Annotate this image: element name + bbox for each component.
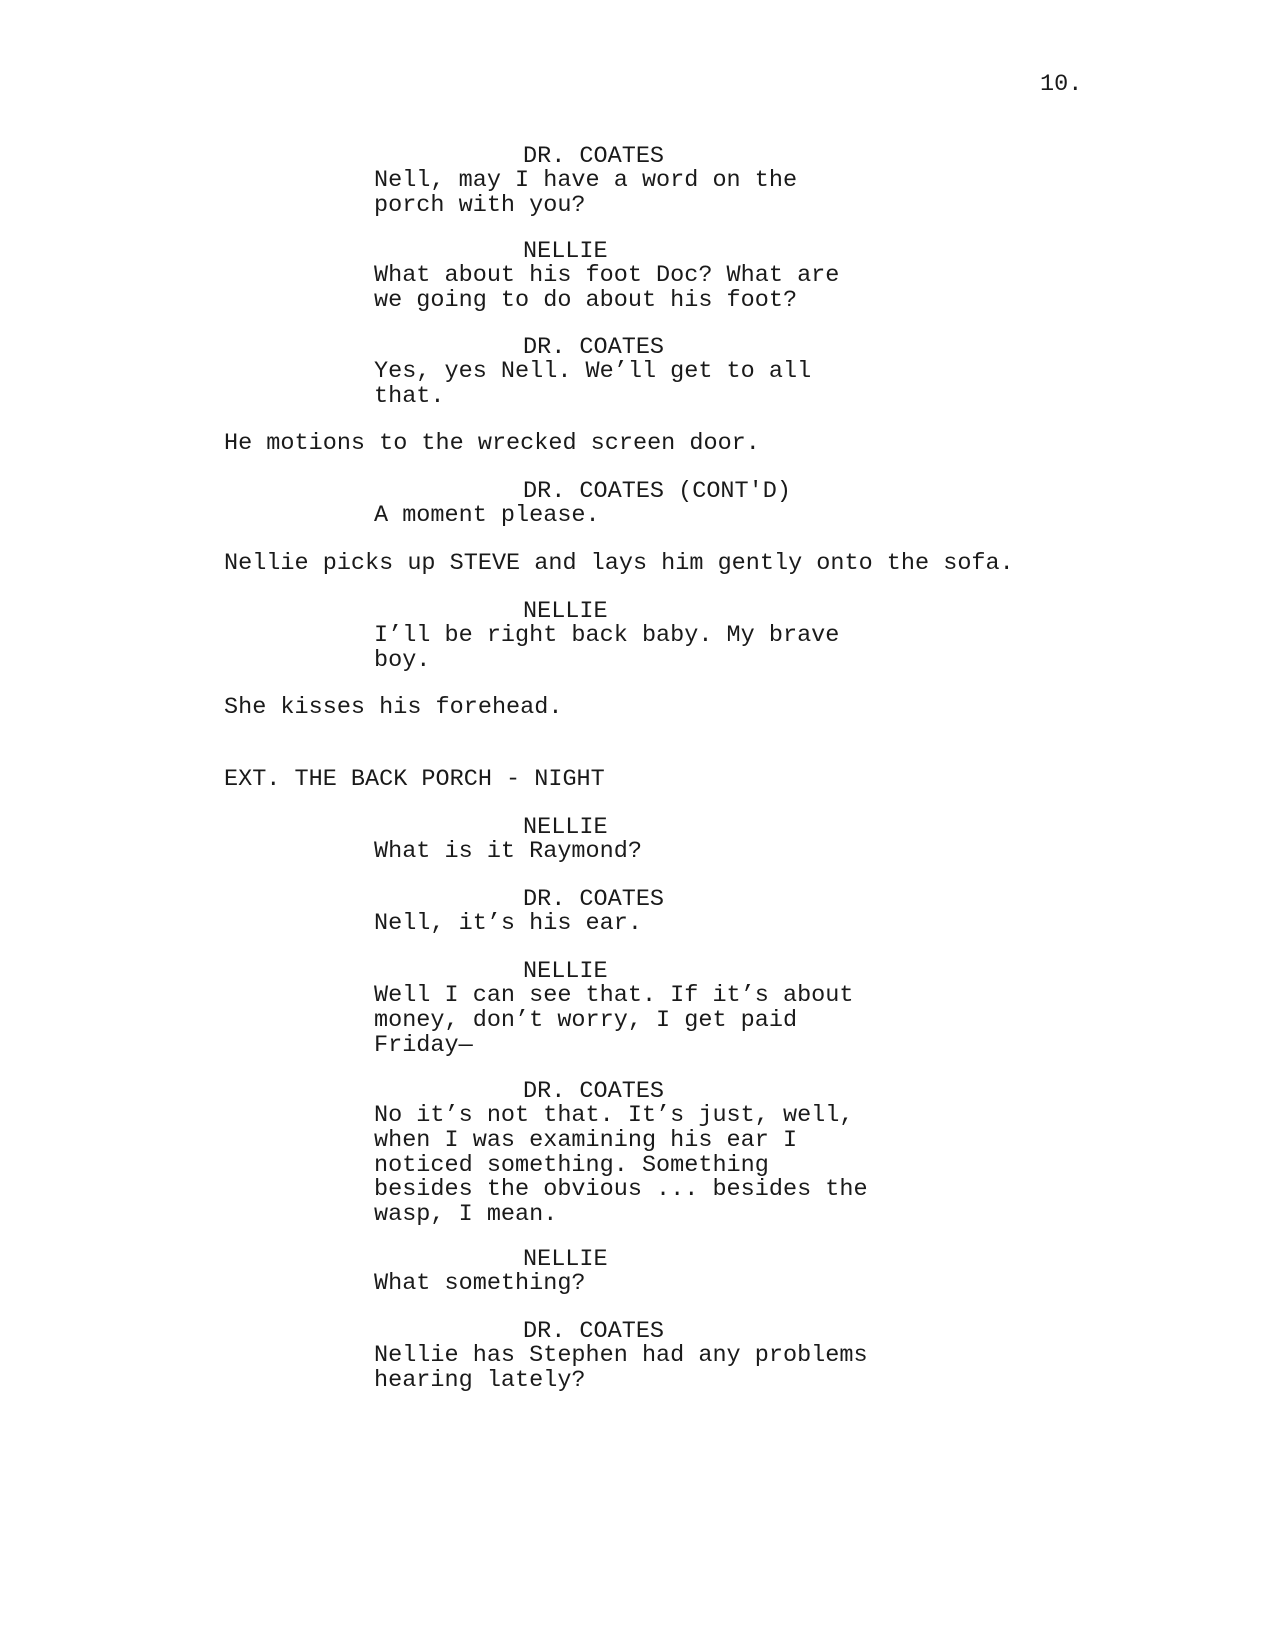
action-line: She kisses his forehead. — [224, 694, 563, 721]
dialogue: Nellie has Stephen had any problems hearing lately? — [374, 1342, 868, 1394]
character-name: NELLIE — [523, 598, 608, 625]
dialogue: What about his foot Doc? What are we going to do about his foot? — [374, 262, 840, 314]
dialogue: A moment please. — [374, 502, 600, 529]
dialogue: No it’s not that. It’s just, well, when I was examining his ear I noticed something. Something besides the obvious ... besides the wasp, I mean. — [374, 1102, 868, 1229]
page-number: 10. — [1040, 71, 1083, 98]
character-name: NELLIE — [523, 814, 608, 841]
dialogue: Nell, it’s his ear. — [374, 910, 642, 937]
character-name: DR. COATES — [523, 143, 665, 170]
dialogue: What is it Raymond? — [374, 838, 642, 865]
action-line: He motions to the wrecked screen door. — [224, 430, 760, 457]
character-name: DR. COATES — [523, 1078, 665, 1105]
dialogue: Well I can see that. If it’s about money, don’t worry, I get paid Friday— — [374, 982, 854, 1059]
character-name: NELLIE — [523, 958, 608, 985]
action-line: Nellie picks up STEVE and lays him gently onto the sofa. — [224, 550, 1014, 577]
dialogue: I’ll be right back baby. My brave boy. — [374, 622, 840, 674]
dialogue: What something? — [374, 1270, 586, 1297]
dialogue: Nell, may I have a word on the porch with you? — [374, 167, 798, 219]
character-name: DR. COATES (CONT'D) — [523, 478, 791, 505]
character-name: NELLIE — [523, 238, 608, 265]
character-name: NELLIE — [523, 1246, 608, 1273]
dialogue: Yes, yes Nell. We’ll get to all that. — [374, 358, 812, 410]
character-name: DR. COATES — [523, 334, 665, 361]
scene-heading: EXT. THE BACK PORCH - NIGHT — [224, 766, 605, 793]
character-name: DR. COATES — [523, 886, 665, 913]
character-name: DR. COATES — [523, 1318, 665, 1345]
